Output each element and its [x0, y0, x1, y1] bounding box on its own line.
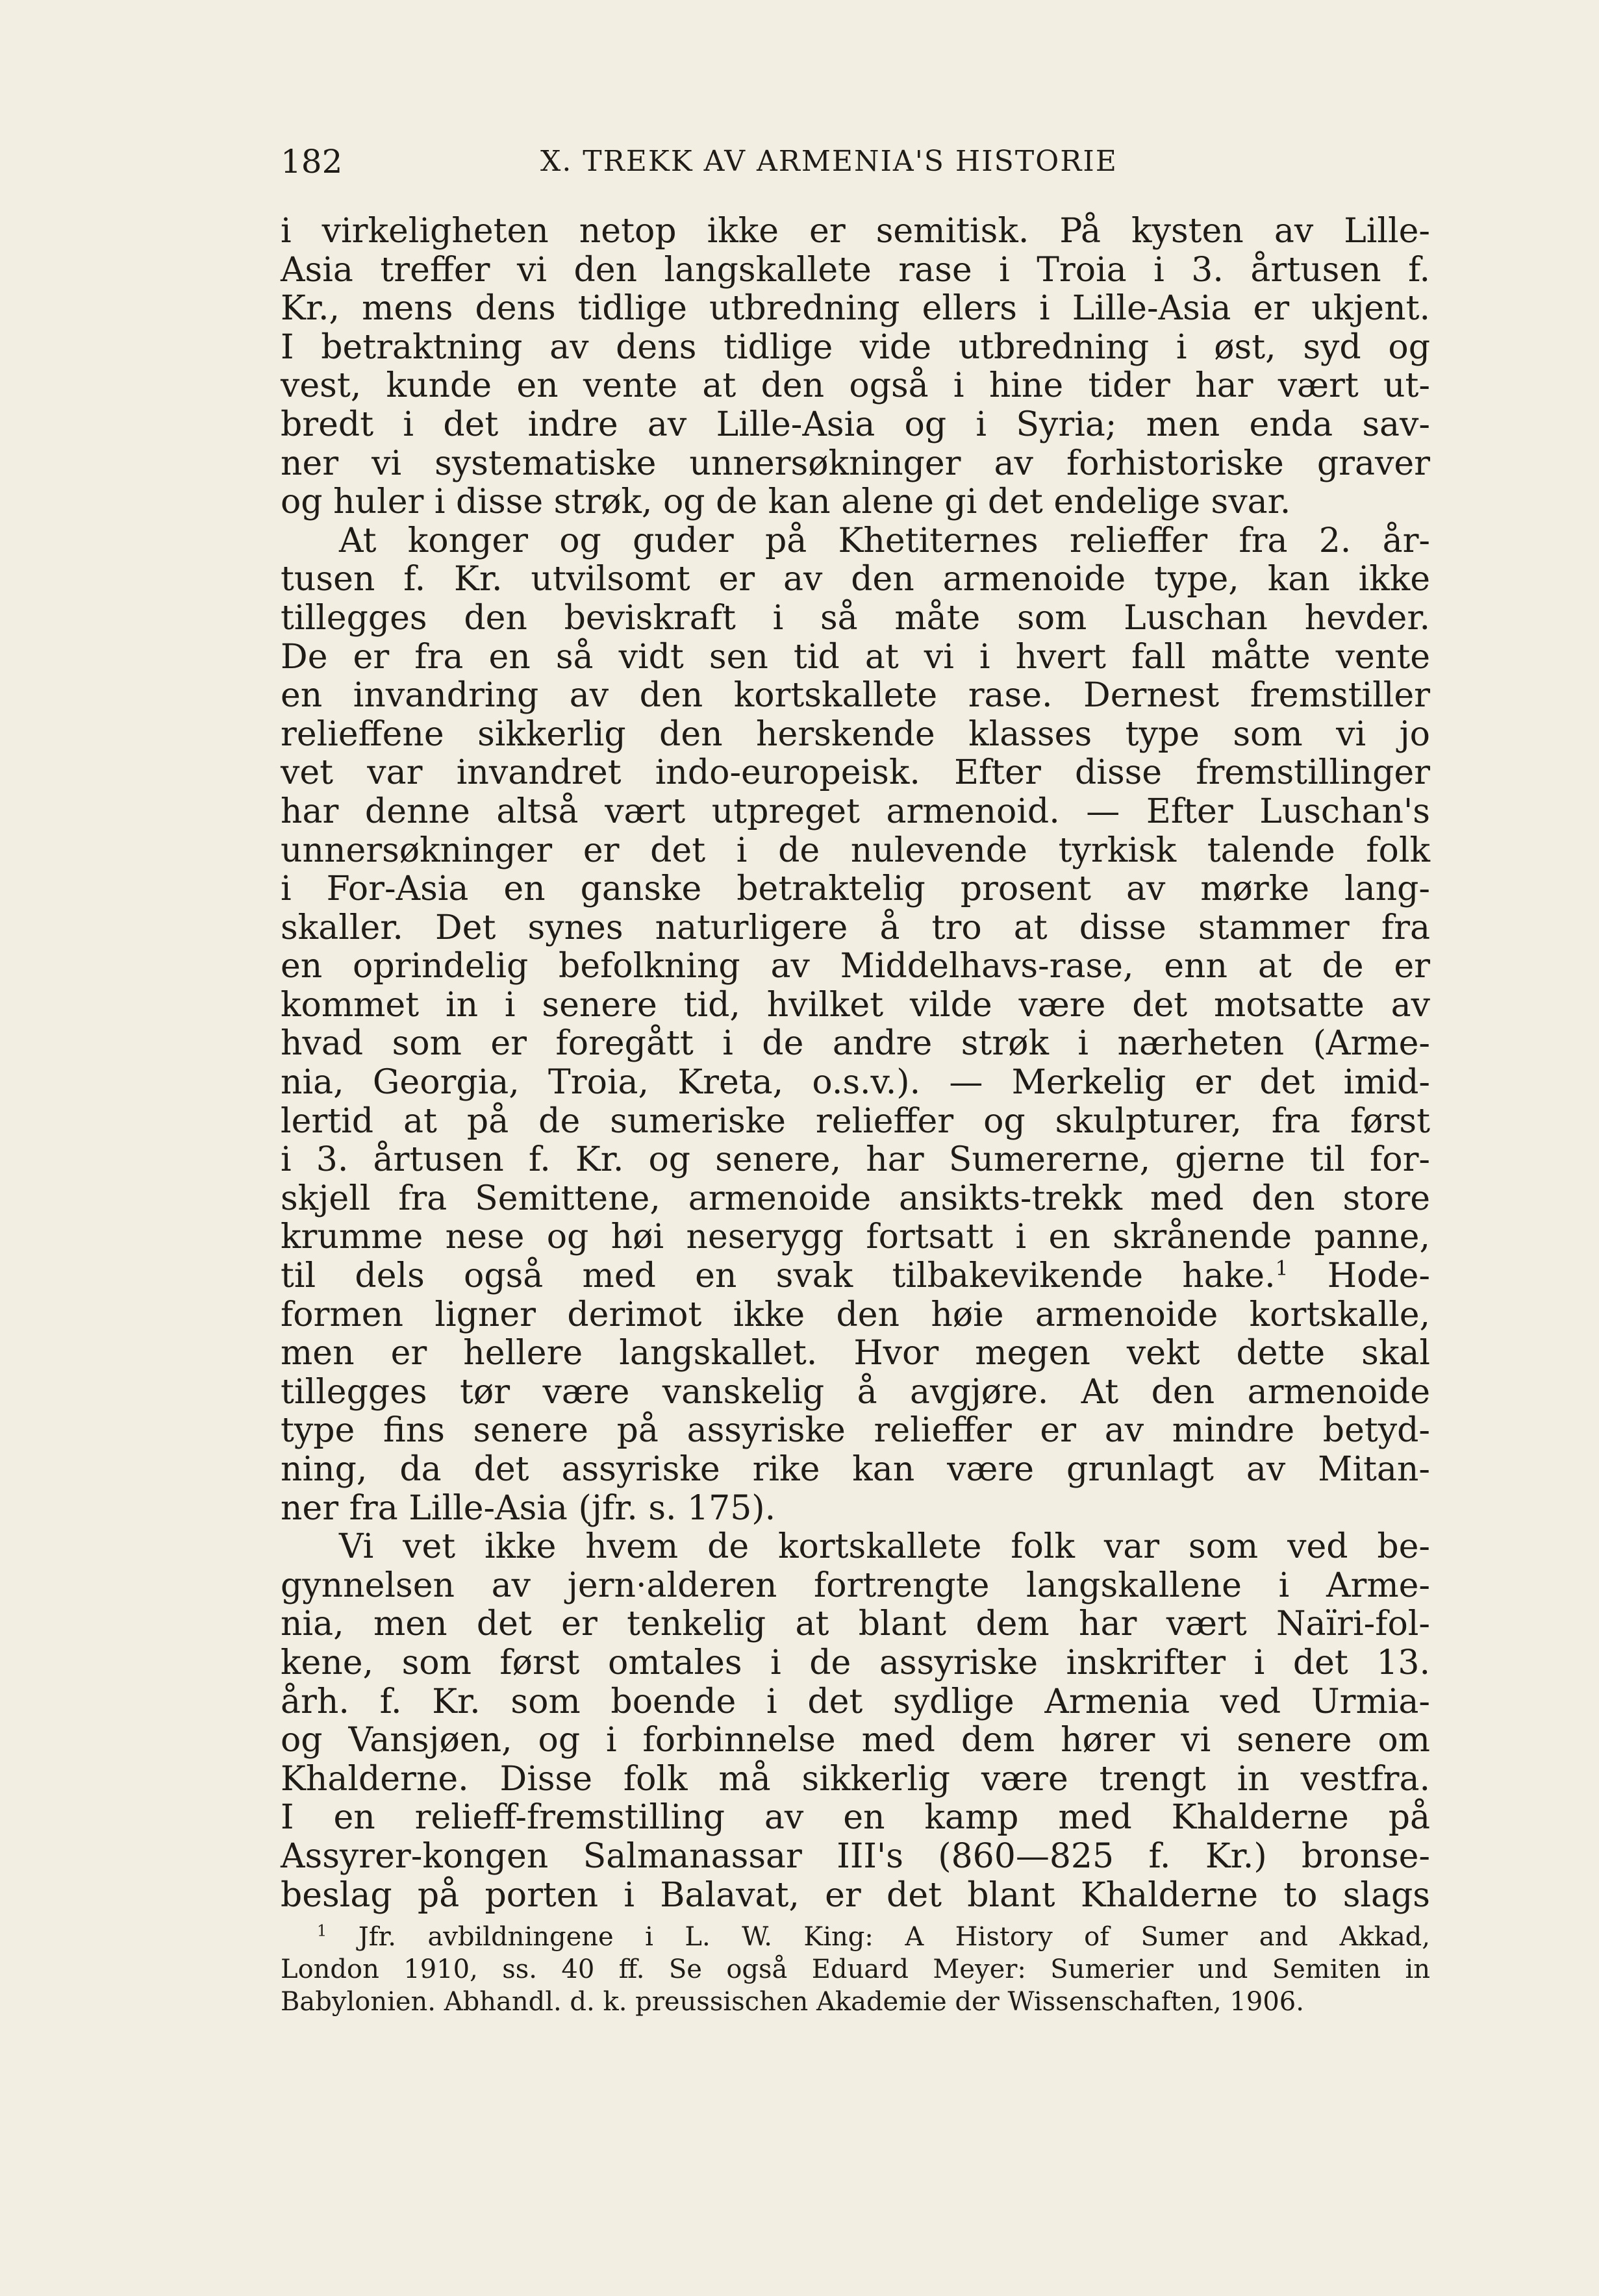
text-line: At konger og guder på Khetiternes relieffer fra 2. år-: [339, 521, 1430, 560]
text-line: type fins senere på assyriske relieffer er av mindre betyd-: [281, 1411, 1430, 1451]
text-line: årh. f. Kr. som boende i det sydlige Armenia ved Urmia-: [281, 1682, 1430, 1721]
text-line: ner fra Lille-Asia (jfr. s. 175).: [281, 1488, 776, 1528]
text-line: men er hellere langskallet. Hvor megen vekt dette skal: [281, 1334, 1430, 1373]
footnote-line: [281, 1921, 1430, 1953]
text-line: I betraktning av dens tidlige vide utbredning i øst, syd og: [281, 327, 1430, 367]
running-title: X. TREKK AV ARMENIA'S HISTORIE: [540, 145, 1118, 178]
text-line: Vi vet ikke hvem de kortskallete folk var som ved be-: [339, 1527, 1430, 1567]
text-line: skjell fra Semittene, armenoide ansikts-trekk med den store: [281, 1179, 1430, 1218]
footnote-marker: 1: [317, 1921, 327, 1940]
text-line: nia, men det er tenkelig at blant dem har vært Naïri-fol-: [281, 1604, 1430, 1644]
text-line: en oprindelig befolkning av Middelhavs-rase, enn at de er: [281, 947, 1430, 986]
text-line: hvad som er foregått i de andre strøk i nærheten (Arme-: [281, 1024, 1430, 1064]
footnote-line: Babylonien. Abhandl. d. k. preussischen Akademie der Wissenschaften, 1906.: [281, 1987, 1304, 2017]
text-line: bredt i det indre av Lille-Asia og i Syria; men enda sav-: [281, 405, 1430, 444]
running-head: [281, 139, 1430, 184]
text-line: skaller. Det synes naturligere å tro at disse stammer fra: [281, 908, 1430, 947]
footnote-line: London 1910, ss. 40 ff. Se også Eduard Meyer: Sumerier und Semiten in: [281, 1954, 1430, 1984]
text-line-with-footnote: [281, 1257, 1430, 1296]
text-line: lertid at på de sumeriske relieffer og skulpturer, fra først: [281, 1101, 1430, 1141]
footnote-block: [281, 1921, 1430, 2018]
text-line: formen ligner derimot ikke den høie armenoide kortskalle,: [281, 1295, 1430, 1334]
text-line: vest, kunde en vente at den også i hine tider har vært ut-: [281, 366, 1430, 406]
body-text: [281, 212, 1430, 1915]
text-line: i virkeligheten netop ikke er semitisk. På kysten av Lille-: [281, 212, 1430, 251]
text-line: vet var invandret indo-europeisk. Efter disse fremstillinger: [281, 753, 1430, 793]
text-line: kene, som først omtales i de assyriske inskrifter i det 13.: [281, 1643, 1430, 1682]
text-line: beslag på porten i Balavat, er det blant Khalderne to slags: [281, 1875, 1430, 1915]
text-fragment: til dels også med en svak tilbakevikende hake.: [281, 1256, 1276, 1296]
page-number: 182: [281, 143, 343, 181]
text-line: nia, Georgia, Troia, Kreta, o.s.v.). — Merkelig er det imid-: [281, 1063, 1430, 1103]
text-line: Kr., mens dens tidlige utbredning ellers i Lille-Asia er ukjent.: [281, 289, 1430, 329]
text-line: De er fra en så vidt sen tid at vi i hvert fall måtte vente: [281, 637, 1430, 677]
text-line: kommet in i senere tid, hvilket vilde være det motsatte av: [281, 985, 1430, 1025]
text-line: krumme nese og høi neserygg fortsatt i en skrånende panne,: [281, 1217, 1430, 1257]
text-line: og huler i disse strøk, og de kan alene gi det endelige svar.: [281, 482, 1291, 522]
text-line: Asia treffer vi den langskallete rase i Troia i 3. årtusen f.: [281, 250, 1430, 290]
text-line: i For-Asia en ganske betraktelig prosent av mørke lang-: [281, 869, 1430, 909]
text-line: tillegges tør være vanskelig å avgjøre. At den armenoide: [281, 1372, 1430, 1412]
text-line: I en relieff-fremstilling av en kamp med Khalderne på: [281, 1798, 1430, 1838]
text-line: en invandring av den kortskallete rase. Dernest fremstiller: [281, 676, 1430, 716]
text-line: relieffene sikkerlig den herskende klasses type som vi jo: [281, 714, 1430, 754]
footnote-text: Jfr. avbildningene i L. W. King: A History of Sumer and Akkad,: [358, 1922, 1430, 1952]
text-line: i 3. årtusen f. Kr. og senere, har Sumererne, gjerne til for-: [281, 1140, 1430, 1180]
footnote-reference[interactable]: 1: [1275, 1256, 1289, 1280]
text-line: og Vansjøen, og i forbinnelse med dem hører vi senere om: [281, 1721, 1430, 1760]
text-line: unnersøkninger er det i de nulevende tyrkisk talende folk: [281, 830, 1430, 870]
text-line: tillegges den beviskraft i så måte som Luschan hevder.: [281, 598, 1430, 638]
text-line: gynnelsen av jern·alderen fortrengte langskallene i Arme-: [281, 1566, 1430, 1605]
text-line: ning, da det assyriske rike kan være grunlagt av Mitan-: [281, 1450, 1430, 1489]
text-line: Assyrer-kongen Salmanassar III's (860—825 f. Kr.) bronse-: [281, 1836, 1430, 1876]
text-line: har denne altså vært utpreget armenoid. — Efter Luschan's: [281, 792, 1430, 831]
text-line: tusen f. Kr. utvilsomt er av den armenoide type, kan ikke: [281, 560, 1430, 599]
text-line: Khalderne. Disse folk må sikkerlig være trengt in vestfra.: [281, 1759, 1430, 1799]
text-fragment: Hode-: [1288, 1256, 1430, 1296]
text-line: ner vi systematiske unnersøkninger av forhistoriske graver: [281, 443, 1430, 483]
